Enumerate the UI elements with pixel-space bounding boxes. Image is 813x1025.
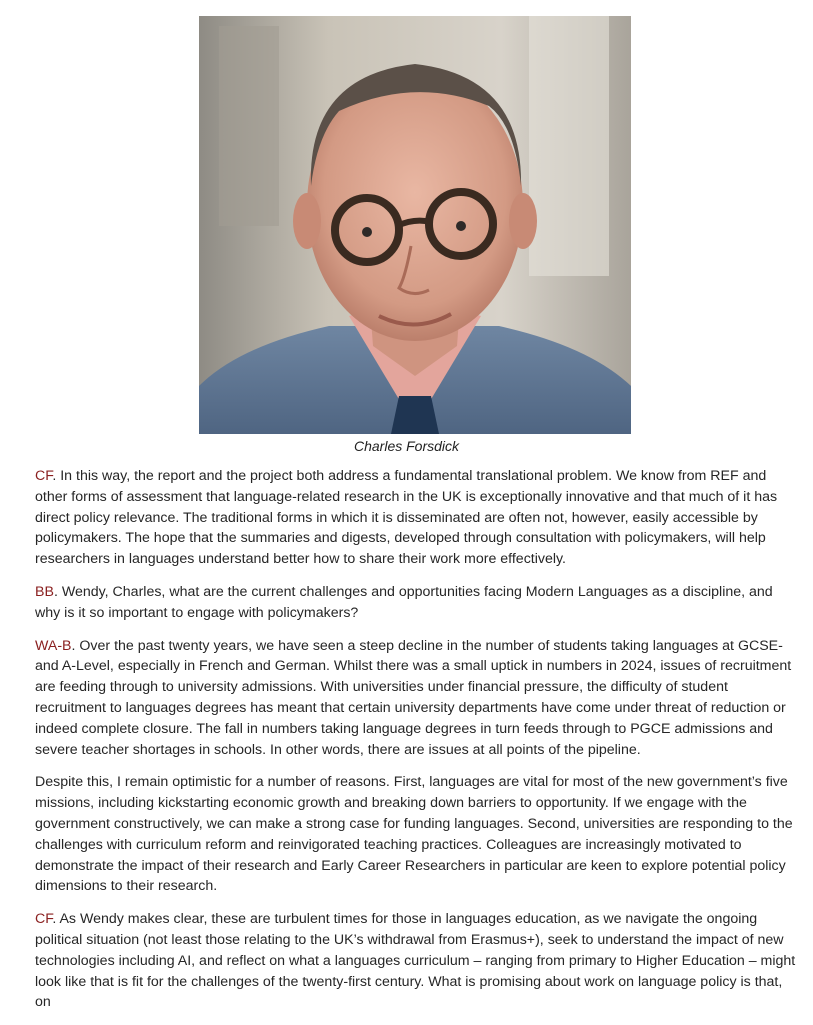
portrait-photo (199, 16, 631, 434)
paragraph (35, 466, 798, 570)
paragraph-text: . As Wendy makes clear, these are turbulent times for those in languages education, as we navigate the ongoing political situation (not least those relating to the UK’s withdrawal from Erasmus+), seek to understand the impact of new technologies including AI, and reflect on what a languages curriculum – ranging from primary to Higher Education – might look like that is fit for the challenges of the twenty-first century. What is promising about work on language policy is that, on (35, 911, 796, 1011)
paragraph-text: . In this way, the report and the project both address a fundamental translational problem. We know from REF and other forms of assessment that language-related research in the UK is exceptionally innovative and that much of it has direct policy relevance. The traditional forms in which it is disseminated are often not, however, easily accessible by policymakers. The hope that the summaries and digests, developed through consultation with policymakers, will help researchers in languages understand better how to share their work more effectively. (35, 468, 778, 568)
speaker-initials: CF (35, 911, 53, 928)
paragraph (35, 636, 798, 761)
paragraph-text: . Over the past twenty years, we have seen a steep decline in the number of students taking languages at GCSE- and A-Level, especially in French and German. Whilst there was a small uptick in numbers in 2024, issues of recruitment are feeding through to university admissions. With universities under financial pressure, the difficulty of student recruitment to languages degrees has meant that certain university departments have come under threat of reduction or indeed complete closure. The fall in numbers taking language degrees in turn feeds through to PGCE admissions and severe teacher shortages in schools. In other words, there are issues at all points of the pipeline. (35, 637, 792, 758)
photo-caption: Charles Forsdick (353, 438, 460, 454)
paragraph (35, 582, 798, 624)
paragraph (35, 909, 798, 1013)
paragraph-text: Despite this, I remain optimistic for a number of reasons. First, languages are vital for most of the new government’s five missions, including kickstarting economic growth and breaking down barriers to opportunity. If we engage with the government constructively, we can make a strong case for funding languages. Second, universities are responding to the challenges with curriculum reform and reinvigorated teaching practices. Colleagues are increasingly motivated to demonstrate the impact of their research and Early Career Researchers in particular are keen to explore potential policy dimensions to their research. (35, 774, 793, 895)
speaker-initials: CF (35, 468, 53, 484)
speaker-initials: WA-B (35, 637, 72, 654)
speaker-initials: BB (35, 583, 54, 600)
paragraph-text: . Wendy, Charles, what are the current challenges and opportunities facing Modern Languages as a discipline, and why is it so important to engage with policymakers? (35, 583, 773, 621)
paragraph (35, 772, 798, 897)
interview-text (35, 466, 798, 1025)
